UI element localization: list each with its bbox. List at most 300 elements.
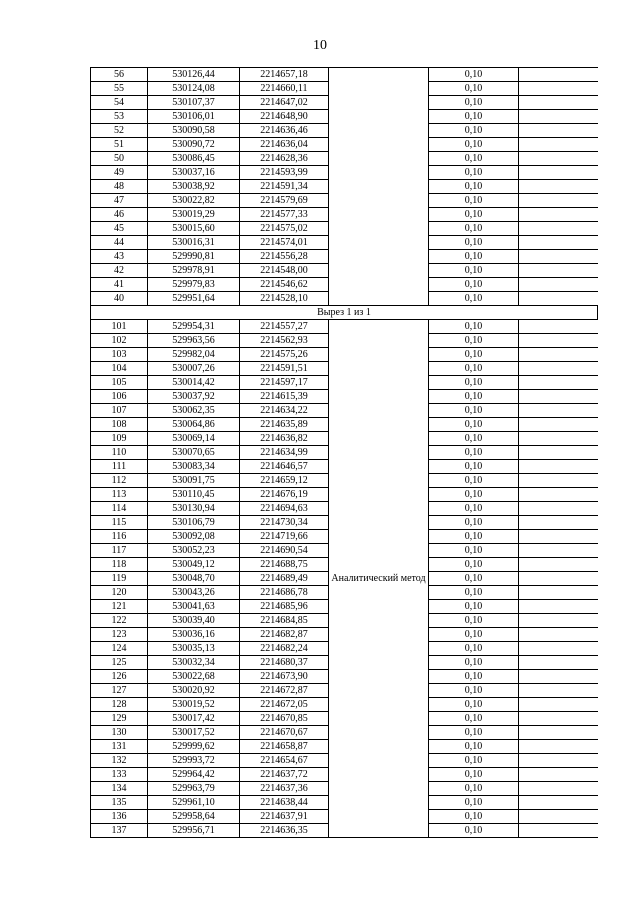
- point-number: 53: [91, 110, 148, 124]
- table-row: [91, 208, 598, 222]
- accuracy-value: 0,10: [429, 152, 519, 166]
- point-number: 135: [91, 796, 148, 810]
- coord-x: 529951,64: [148, 292, 240, 306]
- method-cell-empty: [329, 250, 429, 264]
- accuracy-value: 0,10: [429, 810, 519, 824]
- empty-cell: [519, 656, 598, 670]
- accuracy-value: 0,10: [429, 180, 519, 194]
- empty-cell: [519, 782, 598, 796]
- accuracy-value: 0,10: [429, 488, 519, 502]
- coord-y: 2214591,34: [240, 180, 329, 194]
- point-number: 129: [91, 712, 148, 726]
- coord-y: 2214637,91: [240, 810, 329, 824]
- empty-cell: [519, 138, 598, 152]
- point-number: 132: [91, 754, 148, 768]
- table-row: [91, 166, 598, 180]
- coord-y: 2214557,27: [240, 320, 329, 334]
- empty-cell: [519, 586, 598, 600]
- coord-y: 2214636,46: [240, 124, 329, 138]
- accuracy-value: 0,10: [429, 502, 519, 516]
- point-number: 46: [91, 208, 148, 222]
- coord-x: 530015,60: [148, 222, 240, 236]
- point-number: 121: [91, 600, 148, 614]
- point-number: 136: [91, 810, 148, 824]
- coord-y: 2214562,93: [240, 334, 329, 348]
- point-number: 111: [91, 460, 148, 474]
- empty-cell: [519, 698, 598, 712]
- accuracy-value: 0,10: [429, 530, 519, 544]
- accuracy-value: 0,10: [429, 726, 519, 740]
- coord-x: 530043,26: [148, 586, 240, 600]
- coord-x: 530032,34: [148, 656, 240, 670]
- coord-y: 2214680,37: [240, 656, 329, 670]
- coord-y: 2214615,39: [240, 390, 329, 404]
- coord-x: 529999,62: [148, 740, 240, 754]
- point-number: 109: [91, 432, 148, 446]
- empty-cell: [519, 376, 598, 390]
- empty-cell: [519, 670, 598, 684]
- coord-y: 2214658,87: [240, 740, 329, 754]
- table-row: [91, 222, 598, 236]
- method-cell-empty: [329, 180, 429, 194]
- accuracy-value: 0,10: [429, 474, 519, 488]
- point-number: 128: [91, 698, 148, 712]
- accuracy-value: 0,10: [429, 292, 519, 306]
- accuracy-value: 0,10: [429, 740, 519, 754]
- table-row: [91, 292, 598, 306]
- empty-cell: [519, 600, 598, 614]
- empty-cell: [519, 124, 598, 138]
- empty-cell: [519, 418, 598, 432]
- empty-cell: [519, 474, 598, 488]
- accuracy-value: 0,10: [429, 124, 519, 138]
- point-number: 113: [91, 488, 148, 502]
- coord-y: 2214684,85: [240, 614, 329, 628]
- method-cell-empty: [329, 96, 429, 110]
- point-number: 103: [91, 348, 148, 362]
- coord-x: 530091,75: [148, 474, 240, 488]
- coord-y: 2214689,49: [240, 572, 329, 586]
- coord-x: 529956,71: [148, 824, 240, 838]
- point-number: 41: [91, 278, 148, 292]
- empty-cell: [519, 180, 598, 194]
- point-number: 51: [91, 138, 148, 152]
- method-cell-empty: [329, 124, 429, 138]
- point-number: 106: [91, 390, 148, 404]
- coord-x: 530007,26: [148, 362, 240, 376]
- coord-y: 2214682,87: [240, 628, 329, 642]
- empty-cell: [519, 572, 598, 586]
- method-cell-empty: [329, 222, 429, 236]
- accuracy-value: 0,10: [429, 250, 519, 264]
- point-number: 123: [91, 628, 148, 642]
- accuracy-value: 0,10: [429, 68, 519, 82]
- empty-cell: [519, 628, 598, 642]
- point-number: 133: [91, 768, 148, 782]
- coord-y: 2214682,24: [240, 642, 329, 656]
- coord-x: 530092,08: [148, 530, 240, 544]
- coord-x: 530035,13: [148, 642, 240, 656]
- empty-cell: [519, 68, 598, 82]
- coord-y: 2214673,90: [240, 670, 329, 684]
- coord-x: 530017,52: [148, 726, 240, 740]
- empty-cell: [519, 684, 598, 698]
- accuracy-value: 0,10: [429, 600, 519, 614]
- point-number: 56: [91, 68, 148, 82]
- coord-y: 2214670,85: [240, 712, 329, 726]
- method-cell-empty: [329, 208, 429, 222]
- coord-y: 2214546,62: [240, 278, 329, 292]
- coord-y: 2214634,99: [240, 446, 329, 460]
- empty-cell: [519, 432, 598, 446]
- accuracy-value: 0,10: [429, 138, 519, 152]
- coord-x: 530064,86: [148, 418, 240, 432]
- point-number: 40: [91, 292, 148, 306]
- empty-cell: [519, 110, 598, 124]
- table-row: [91, 236, 598, 250]
- point-number: 108: [91, 418, 148, 432]
- coord-y: 2214636,35: [240, 824, 329, 838]
- empty-cell: [519, 222, 598, 236]
- point-number: 112: [91, 474, 148, 488]
- coord-y: 2214685,96: [240, 600, 329, 614]
- coord-y: 2214548,00: [240, 264, 329, 278]
- coord-y: 2214730,34: [240, 516, 329, 530]
- empty-cell: [519, 250, 598, 264]
- accuracy-value: 0,10: [429, 418, 519, 432]
- coord-x: 529982,04: [148, 348, 240, 362]
- coord-x: 530036,16: [148, 628, 240, 642]
- point-number: 50: [91, 152, 148, 166]
- coord-y: 2214628,36: [240, 152, 329, 166]
- table-row: [91, 194, 598, 208]
- coord-x: 530019,52: [148, 698, 240, 712]
- coord-x: 530090,58: [148, 124, 240, 138]
- coord-x: 530049,12: [148, 558, 240, 572]
- accuracy-value: 0,10: [429, 166, 519, 180]
- method-cell-empty: [329, 82, 429, 96]
- empty-cell: [519, 278, 598, 292]
- table-row: [91, 96, 598, 110]
- method-cell-empty: [329, 138, 429, 152]
- point-number: 102: [91, 334, 148, 348]
- accuracy-value: 0,10: [429, 768, 519, 782]
- coord-y: 2214636,82: [240, 432, 329, 446]
- table-row: [91, 82, 598, 96]
- coord-y: 2214635,89: [240, 418, 329, 432]
- page-number: 10: [313, 38, 327, 53]
- table-row: [91, 152, 598, 166]
- accuracy-value: 0,10: [429, 82, 519, 96]
- coord-x: 530107,37: [148, 96, 240, 110]
- coord-x: 529978,91: [148, 264, 240, 278]
- coord-y: 2214577,33: [240, 208, 329, 222]
- empty-cell: [519, 96, 598, 110]
- accuracy-value: 0,10: [429, 684, 519, 698]
- accuracy-value: 0,10: [429, 544, 519, 558]
- coord-x: 530106,79: [148, 516, 240, 530]
- point-number: 124: [91, 642, 148, 656]
- method-cell-empty: [329, 278, 429, 292]
- table-row: [91, 320, 598, 334]
- coord-y: 2214646,57: [240, 460, 329, 474]
- point-number: 44: [91, 236, 148, 250]
- table-row: [91, 110, 598, 124]
- coord-y: 2214648,90: [240, 110, 329, 124]
- table-row: [91, 180, 598, 194]
- empty-cell: [519, 796, 598, 810]
- empty-cell: [519, 82, 598, 96]
- method-cell: Аналитический метод: [329, 320, 429, 838]
- method-cell-empty: [329, 194, 429, 208]
- coord-y: 2214528,10: [240, 292, 329, 306]
- accuracy-value: 0,10: [429, 460, 519, 474]
- empty-cell: [519, 558, 598, 572]
- empty-cell: [519, 194, 598, 208]
- coord-x: 530022,82: [148, 194, 240, 208]
- point-number: 101: [91, 320, 148, 334]
- accuracy-value: 0,10: [429, 642, 519, 656]
- coord-x: 530037,92: [148, 390, 240, 404]
- accuracy-value: 0,10: [429, 278, 519, 292]
- coord-y: 2214719,66: [240, 530, 329, 544]
- point-number: 122: [91, 614, 148, 628]
- block1-rows: [91, 68, 598, 306]
- coord-x: 529963,79: [148, 782, 240, 796]
- point-number: 105: [91, 376, 148, 390]
- coord-x: 530126,44: [148, 68, 240, 82]
- point-number: 45: [91, 222, 148, 236]
- coord-x: 530048,70: [148, 572, 240, 586]
- coord-y: 2214591,51: [240, 362, 329, 376]
- point-number: 118: [91, 558, 148, 572]
- coord-x: 530124,08: [148, 82, 240, 96]
- accuracy-value: 0,10: [429, 712, 519, 726]
- accuracy-value: 0,10: [429, 670, 519, 684]
- coord-x: 530106,01: [148, 110, 240, 124]
- accuracy-value: 0,10: [429, 572, 519, 586]
- coord-y: 2214686,78: [240, 586, 329, 600]
- point-number: 131: [91, 740, 148, 754]
- accuracy-value: 0,10: [429, 516, 519, 530]
- accuracy-value: 0,10: [429, 656, 519, 670]
- coord-y: 2214593,99: [240, 166, 329, 180]
- coord-y: 2214659,12: [240, 474, 329, 488]
- coord-x: 530083,34: [148, 460, 240, 474]
- accuracy-value: 0,10: [429, 110, 519, 124]
- accuracy-value: 0,10: [429, 824, 519, 838]
- point-number: 54: [91, 96, 148, 110]
- empty-cell: [519, 460, 598, 474]
- coord-y: 2214637,72: [240, 768, 329, 782]
- accuracy-value: 0,10: [429, 96, 519, 110]
- point-number: 42: [91, 264, 148, 278]
- coord-y: 2214670,67: [240, 726, 329, 740]
- method-cell-empty: [329, 264, 429, 278]
- method-cell-empty: [329, 152, 429, 166]
- coord-x: 530022,68: [148, 670, 240, 684]
- empty-cell: [519, 488, 598, 502]
- point-number: 119: [91, 572, 148, 586]
- point-number: 55: [91, 82, 148, 96]
- point-number: 49: [91, 166, 148, 180]
- empty-cell: [519, 544, 598, 558]
- empty-cell: [519, 754, 598, 768]
- accuracy-value: 0,10: [429, 348, 519, 362]
- accuracy-value: 0,10: [429, 446, 519, 460]
- coord-y: 2214694,63: [240, 502, 329, 516]
- point-number: 47: [91, 194, 148, 208]
- coord-x: 530041,63: [148, 600, 240, 614]
- coord-y: 2214556,28: [240, 250, 329, 264]
- method-cell-empty: [329, 166, 429, 180]
- empty-cell: [519, 152, 598, 166]
- block2-rows: [91, 320, 598, 838]
- coord-y: 2214647,02: [240, 96, 329, 110]
- coord-y: 2214637,36: [240, 782, 329, 796]
- coord-y: 2214634,22: [240, 404, 329, 418]
- empty-cell: [519, 712, 598, 726]
- accuracy-value: 0,10: [429, 334, 519, 348]
- coord-x: 530037,16: [148, 166, 240, 180]
- coord-x: 530038,92: [148, 180, 240, 194]
- section-divider: [91, 306, 598, 320]
- point-number: 130: [91, 726, 148, 740]
- coord-x: 529961,10: [148, 796, 240, 810]
- coord-y: 2214575,02: [240, 222, 329, 236]
- point-number: 115: [91, 516, 148, 530]
- coord-y: 2214638,44: [240, 796, 329, 810]
- empty-cell: [519, 208, 598, 222]
- coordinates-table: [90, 67, 598, 838]
- point-number: 125: [91, 656, 148, 670]
- method-cell-empty: [329, 236, 429, 250]
- empty-cell: [519, 362, 598, 376]
- table-row: [91, 68, 598, 82]
- method-cell-empty: [329, 68, 429, 82]
- coord-x: 530017,42: [148, 712, 240, 726]
- accuracy-value: 0,10: [429, 754, 519, 768]
- empty-cell: [519, 726, 598, 740]
- coord-x: 530086,45: [148, 152, 240, 166]
- point-number: 114: [91, 502, 148, 516]
- point-number: 43: [91, 250, 148, 264]
- coord-y: 2214676,19: [240, 488, 329, 502]
- accuracy-value: 0,10: [429, 432, 519, 446]
- empty-cell: [519, 768, 598, 782]
- point-number: 48: [91, 180, 148, 194]
- coord-x: 529964,42: [148, 768, 240, 782]
- coord-x: 530130,94: [148, 502, 240, 516]
- empty-cell: [519, 614, 598, 628]
- coord-x: 530020,92: [148, 684, 240, 698]
- accuracy-value: 0,10: [429, 222, 519, 236]
- empty-cell: [519, 390, 598, 404]
- accuracy-value: 0,10: [429, 194, 519, 208]
- empty-cell: [519, 740, 598, 754]
- empty-cell: [519, 516, 598, 530]
- empty-cell: [519, 404, 598, 418]
- coord-x: 530039,40: [148, 614, 240, 628]
- table-row: [91, 124, 598, 138]
- coord-x: 529979,83: [148, 278, 240, 292]
- accuracy-value: 0,10: [429, 586, 519, 600]
- accuracy-value: 0,10: [429, 796, 519, 810]
- point-number: 52: [91, 124, 148, 138]
- accuracy-value: 0,10: [429, 390, 519, 404]
- coord-x: 530090,72: [148, 138, 240, 152]
- coord-y: 2214672,05: [240, 698, 329, 712]
- point-number: 126: [91, 670, 148, 684]
- accuracy-value: 0,10: [429, 698, 519, 712]
- coord-x: 530019,29: [148, 208, 240, 222]
- method-cell-empty: [329, 292, 429, 306]
- accuracy-value: 0,10: [429, 404, 519, 418]
- coord-y: 2214660,11: [240, 82, 329, 96]
- coord-x: 530069,14: [148, 432, 240, 446]
- coord-x: 529954,31: [148, 320, 240, 334]
- coord-y: 2214597,17: [240, 376, 329, 390]
- coord-y: 2214574,01: [240, 236, 329, 250]
- point-number: 120: [91, 586, 148, 600]
- coord-y: 2214688,75: [240, 558, 329, 572]
- point-number: 107: [91, 404, 148, 418]
- table-row: [91, 278, 598, 292]
- empty-cell: [519, 166, 598, 180]
- accuracy-value: 0,10: [429, 782, 519, 796]
- coord-x: 530110,45: [148, 488, 240, 502]
- empty-cell: [519, 292, 598, 306]
- coord-y: 2214654,67: [240, 754, 329, 768]
- coord-y: 2214657,18: [240, 68, 329, 82]
- coord-y: 2214636,04: [240, 138, 329, 152]
- empty-cell: [519, 446, 598, 460]
- accuracy-value: 0,10: [429, 376, 519, 390]
- accuracy-value: 0,10: [429, 208, 519, 222]
- accuracy-value: 0,10: [429, 628, 519, 642]
- point-number: 137: [91, 824, 148, 838]
- empty-cell: [519, 348, 598, 362]
- section-row: [91, 306, 598, 320]
- coord-x: 530062,35: [148, 404, 240, 418]
- empty-cell: [519, 824, 598, 838]
- coord-x: 529990,81: [148, 250, 240, 264]
- point-number: 116: [91, 530, 148, 544]
- table-row: [91, 138, 598, 152]
- coord-y: 2214579,69: [240, 194, 329, 208]
- coord-x: 529963,56: [148, 334, 240, 348]
- empty-cell: [519, 264, 598, 278]
- accuracy-value: 0,10: [429, 558, 519, 572]
- point-number: 104: [91, 362, 148, 376]
- coord-y: 2214575,26: [240, 348, 329, 362]
- empty-cell: [519, 236, 598, 250]
- accuracy-value: 0,10: [429, 614, 519, 628]
- empty-cell: [519, 642, 598, 656]
- coord-y: 2214690,54: [240, 544, 329, 558]
- point-number: 117: [91, 544, 148, 558]
- table-row: [91, 250, 598, 264]
- table-row: [91, 264, 598, 278]
- accuracy-value: 0,10: [429, 362, 519, 376]
- method-cell-empty: [329, 110, 429, 124]
- coord-x: 530014,42: [148, 376, 240, 390]
- point-number: 134: [91, 782, 148, 796]
- empty-cell: [519, 320, 598, 334]
- coord-x: 529993,72: [148, 754, 240, 768]
- point-number: 127: [91, 684, 148, 698]
- empty-cell: [519, 334, 598, 348]
